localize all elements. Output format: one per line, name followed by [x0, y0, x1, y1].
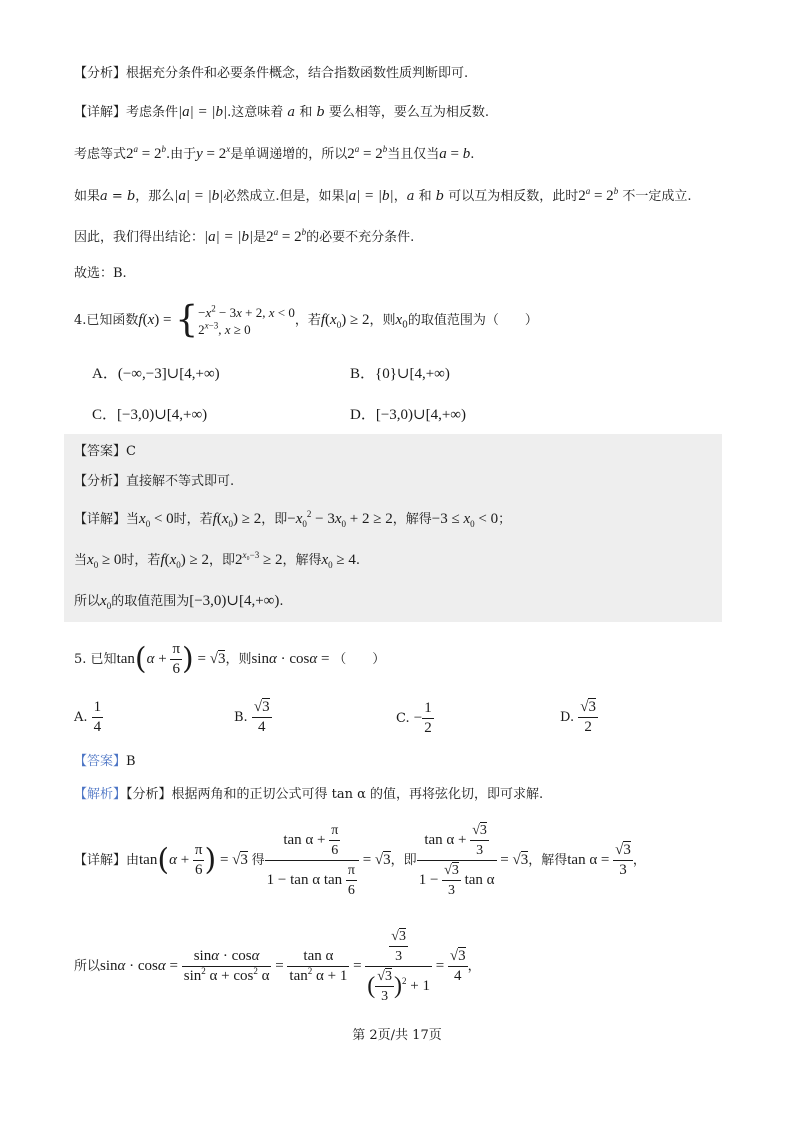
q4-analysis: 【分析】直接解不等式即可. — [74, 474, 235, 489]
q4-option-a: A．(−∞,−3]∪[4,+∞) — [92, 366, 220, 382]
page-footer: 第 2页/共 17页 — [352, 1028, 442, 1043]
q5-answer: 【答案】B — [74, 754, 136, 769]
q5-detail: 【详解】由tan(α + $\frac{\pi}{6}$ ) = √3 得 tan α + $\frac{\pi}{6}$ 1 − tan α tan $\frac{\pi}{6}$ = √3，即 tan α + $\frac{√3}{3}$ 1 − $\frac{√3}{3}$ tan α = √3，解得tan α = $\frac{√3}{3}$ ， — [74, 823, 646, 898]
q5-final: 所以sinα · cosα = $\frac{\sin\alpha \cdot \cos\alpha}{\sin^2 \alpha + \cos^2 \alpha}$ = $\frac{\text{tan α}}{\tan^2 \alpha + 1}$ = $\frac{√3}{3}$ ( $\frac{√3}{3}$ )$^2$ + 1 = $\frac{√3}{4}$ ， — [74, 929, 481, 1004]
q5-option-d: D. $\frac{√3}{2}$ — [560, 699, 596, 735]
q5-option-a: A. $\frac{1}{4}$ — [74, 699, 102, 735]
q4-conclusion: 所以$x_0$的取值范围为[−3,0)∪[4,+∞). — [74, 593, 284, 611]
q5-option-c: C. − $\frac{1}{2}$ — [396, 700, 432, 736]
q3-conclusion: 因此，我们得出结论：|a| = |b|是$2^a = 2^b$的必要不充分条件. — [74, 227, 415, 245]
q3-if-line: 如果a = b，那么|a| = |b|必然成立.但是，如果|a| = |b|，a 和 b 可以互为相反数，此时$2^a = 2^b$ 不一定成立. — [74, 186, 692, 204]
q3-detail: 【详解】考虑条件|a| = |b|.这意味着 a 和 b 要么相等，要么互为相反数. — [74, 104, 490, 120]
q4-option-c: C．[−3,0)∪[4,+∞) — [92, 407, 208, 423]
q4-detail-2: 当$x_0 \ge 0$时，若$f(x_0) \ge 2$，即$2^{x_0-3} \ge 2$，解得$x_0 \ge 4$. — [74, 550, 361, 570]
q3-choice: 故选：B. — [74, 266, 127, 281]
q5-analysis: 【解析】【分析】根据两角和的正切公式可得 tan α 的值，再将弦化切，即可求解. — [74, 787, 544, 802]
q5-option-b: B. $\frac{√3}{4}$ — [234, 699, 270, 735]
q5-stem: 5. 已知tan(α + $\frac{\pi}{6}$ ) = √3，则sinα · cosα = （ ） — [74, 641, 386, 677]
q4-option-d: D．[−3,0)∪[4,+∞) — [350, 407, 466, 423]
q3-analysis: 【分析】根据充分条件和必要条件概念，结合指数函数性质判断即可. — [74, 66, 469, 81]
q4-stem: 4.已知函数f(x) = { $-x^2 - 3x + 2$, x < 0 $2^{x-3}$, x ≥ 0 ，若$f(x_0) \ge 2$，则$x_0$的取值范围为（ ） — [74, 299, 538, 341]
q3-equation-line: 考虑等式$2^a = 2^b$.由于$y = 2^x$是单调递增的，所以$2^a = 2^b$当且仅当a = b. — [74, 144, 475, 162]
q4-detail-1: 【详解】当$x_0 < 0$时，若$f(x_0) \ge 2$，即$-x_0^2 - 3x_0 + 2 \ge 2$，解得$-3 \le x_0 < 0$； — [74, 509, 512, 529]
q4-answer: 【答案】C — [74, 444, 136, 459]
q4-option-b: B．{0}∪[4,+∞) — [350, 366, 450, 382]
